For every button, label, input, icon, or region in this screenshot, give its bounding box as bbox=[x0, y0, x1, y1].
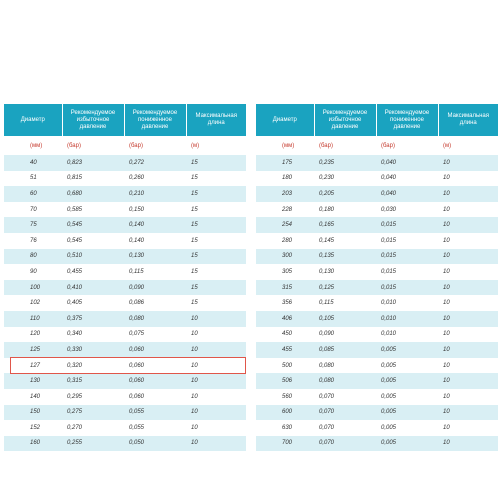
diameter-cell: 600 bbox=[256, 405, 314, 421]
unit-cell: (м) bbox=[186, 136, 246, 155]
table-row bbox=[256, 249, 498, 265]
max-length-cell: 10 bbox=[186, 358, 246, 374]
max-length-cell: 10 bbox=[438, 420, 498, 436]
table-row bbox=[4, 436, 246, 452]
underpressure-cell: 0,005 bbox=[376, 405, 438, 421]
table-row bbox=[256, 202, 498, 218]
underpressure-cell: 0,010 bbox=[376, 295, 438, 311]
table-row bbox=[4, 249, 246, 265]
max-length-cell: 10 bbox=[186, 373, 246, 389]
max-length-cell: 15 bbox=[186, 249, 246, 265]
diameter-cell: 500 bbox=[256, 358, 314, 374]
underpressure-cell: 0,005 bbox=[376, 420, 438, 436]
unit-cell: (бар) bbox=[314, 136, 376, 155]
max-length-cell: 10 bbox=[438, 389, 498, 405]
unit-cell: (м) bbox=[438, 136, 498, 155]
table-row bbox=[256, 264, 498, 280]
underpressure-cell: 0,130 bbox=[124, 249, 186, 265]
max-length-cell: 10 bbox=[438, 280, 498, 296]
max-length-cell: 10 bbox=[438, 311, 498, 327]
overpressure-cell: 0,105 bbox=[314, 311, 376, 327]
table-row bbox=[4, 264, 246, 280]
underpressure-cell: 0,005 bbox=[376, 373, 438, 389]
max-length-cell: 10 bbox=[186, 389, 246, 405]
unit-cell: (бар) bbox=[376, 136, 438, 155]
diameter-cell: 127 bbox=[4, 358, 62, 374]
table-row bbox=[4, 202, 246, 218]
units-row bbox=[256, 136, 498, 155]
table-row bbox=[256, 295, 498, 311]
max-length-cell: 10 bbox=[186, 405, 246, 421]
table-row bbox=[4, 389, 246, 405]
overpressure-cell: 0,070 bbox=[314, 389, 376, 405]
max-length-cell: 15 bbox=[186, 186, 246, 202]
diameter-cell: 356 bbox=[256, 295, 314, 311]
table-row bbox=[4, 280, 246, 296]
underpressure-cell: 0,060 bbox=[124, 342, 186, 358]
table-row bbox=[4, 233, 246, 249]
table-row bbox=[4, 311, 246, 327]
max-length-cell: 10 bbox=[438, 358, 498, 374]
underpressure-cell: 0,005 bbox=[376, 436, 438, 452]
overpressure-cell: 0,080 bbox=[314, 373, 376, 389]
overpressure-cell: 0,205 bbox=[314, 186, 376, 202]
table-row bbox=[4, 295, 246, 311]
max-length-cell: 10 bbox=[438, 186, 498, 202]
table-row bbox=[4, 186, 246, 202]
max-length-cell: 15 bbox=[186, 233, 246, 249]
max-length-cell: 10 bbox=[438, 342, 498, 358]
overpressure-cell: 0,275 bbox=[62, 405, 124, 421]
table-row bbox=[256, 171, 498, 187]
overpressure-cell: 0,295 bbox=[62, 389, 124, 405]
diameter-cell: 152 bbox=[4, 420, 62, 436]
header-overpressure: Рекомендуемое избыточное давление bbox=[62, 104, 124, 136]
header-max-length: Максимальная длина bbox=[438, 104, 498, 136]
underpressure-cell: 0,090 bbox=[124, 280, 186, 296]
diameter-cell: 140 bbox=[4, 389, 62, 405]
header-row bbox=[4, 104, 246, 136]
underpressure-cell: 0,015 bbox=[376, 217, 438, 233]
diameter-cell: 700 bbox=[256, 436, 314, 452]
underpressure-cell: 0,050 bbox=[124, 436, 186, 452]
table-right bbox=[256, 104, 498, 451]
overpressure-cell: 0,090 bbox=[314, 327, 376, 343]
diameter-cell: 100 bbox=[4, 280, 62, 296]
diameter-cell: 300 bbox=[256, 249, 314, 265]
diameter-cell: 120 bbox=[4, 327, 62, 343]
max-length-cell: 10 bbox=[186, 420, 246, 436]
diameter-cell: 175 bbox=[256, 155, 314, 171]
overpressure-cell: 0,070 bbox=[314, 420, 376, 436]
header-underpressure: Рекомендуемое пониженное давление bbox=[124, 104, 186, 136]
overpressure-cell: 0,125 bbox=[314, 280, 376, 296]
underpressure-cell: 0,055 bbox=[124, 405, 186, 421]
overpressure-cell: 0,320 bbox=[62, 358, 124, 374]
diameter-cell: 76 bbox=[4, 233, 62, 249]
overpressure-cell: 0,545 bbox=[62, 217, 124, 233]
overpressure-cell: 0,270 bbox=[62, 420, 124, 436]
diameter-cell: 90 bbox=[4, 264, 62, 280]
underpressure-cell: 0,075 bbox=[124, 327, 186, 343]
max-length-cell: 15 bbox=[186, 171, 246, 187]
underpressure-cell: 0,080 bbox=[124, 311, 186, 327]
underpressure-cell: 0,010 bbox=[376, 327, 438, 343]
unit-cell: (мм) bbox=[256, 136, 314, 155]
max-length-cell: 10 bbox=[438, 295, 498, 311]
table-row bbox=[4, 327, 246, 343]
diameter-cell: 560 bbox=[256, 389, 314, 405]
table-row bbox=[256, 342, 498, 358]
diameter-cell: 70 bbox=[4, 202, 62, 218]
underpressure-cell: 0,040 bbox=[376, 155, 438, 171]
header-max-length: Максимальная длина bbox=[186, 104, 246, 136]
diameter-cell: 630 bbox=[256, 420, 314, 436]
overpressure-cell: 0,115 bbox=[314, 295, 376, 311]
table-row bbox=[256, 420, 498, 436]
overpressure-cell: 0,180 bbox=[314, 202, 376, 218]
diameter-cell: 203 bbox=[256, 186, 314, 202]
diameter-cell: 450 bbox=[256, 327, 314, 343]
underpressure-cell: 0,005 bbox=[376, 342, 438, 358]
overpressure-cell: 0,410 bbox=[62, 280, 124, 296]
overpressure-cell: 0,315 bbox=[62, 373, 124, 389]
diameter-cell: 75 bbox=[4, 217, 62, 233]
underpressure-cell: 0,272 bbox=[124, 155, 186, 171]
underpressure-cell: 0,055 bbox=[124, 420, 186, 436]
diameter-cell: 110 bbox=[4, 311, 62, 327]
overpressure-cell: 0,375 bbox=[62, 311, 124, 327]
underpressure-cell: 0,015 bbox=[376, 249, 438, 265]
header-row bbox=[256, 104, 498, 136]
underpressure-cell: 0,060 bbox=[124, 389, 186, 405]
max-length-cell: 15 bbox=[186, 280, 246, 296]
table-row bbox=[256, 155, 498, 171]
max-length-cell: 10 bbox=[438, 373, 498, 389]
max-length-cell: 15 bbox=[186, 217, 246, 233]
underpressure-cell: 0,040 bbox=[376, 171, 438, 187]
diameter-cell: 130 bbox=[4, 373, 62, 389]
underpressure-cell: 0,140 bbox=[124, 217, 186, 233]
table-row bbox=[4, 217, 246, 233]
underpressure-cell: 0,015 bbox=[376, 264, 438, 280]
overpressure-cell: 0,230 bbox=[314, 171, 376, 187]
header-diameter: Диаметр bbox=[4, 104, 62, 136]
diameter-cell: 305 bbox=[256, 264, 314, 280]
overpressure-cell: 0,080 bbox=[314, 358, 376, 374]
underpressure-cell: 0,015 bbox=[376, 233, 438, 249]
unit-cell: (бар) bbox=[62, 136, 124, 155]
table-row bbox=[4, 405, 246, 421]
max-length-cell: 10 bbox=[438, 233, 498, 249]
diameter-cell: 506 bbox=[256, 373, 314, 389]
table-left bbox=[4, 104, 246, 451]
diameter-cell: 40 bbox=[4, 155, 62, 171]
overpressure-cell: 0,135 bbox=[314, 249, 376, 265]
unit-cell: (мм) bbox=[4, 136, 62, 155]
underpressure-cell: 0,140 bbox=[124, 233, 186, 249]
overpressure-cell: 0,145 bbox=[314, 233, 376, 249]
diameter-cell: 125 bbox=[4, 342, 62, 358]
table-row bbox=[256, 436, 498, 452]
overpressure-cell: 0,330 bbox=[62, 342, 124, 358]
overpressure-cell: 0,340 bbox=[62, 327, 124, 343]
table-row bbox=[256, 389, 498, 405]
overpressure-cell: 0,235 bbox=[314, 155, 376, 171]
diameter-cell: 228 bbox=[256, 202, 314, 218]
table-row bbox=[4, 358, 246, 374]
underpressure-cell: 0,010 bbox=[376, 311, 438, 327]
diameter-cell: 150 bbox=[4, 405, 62, 421]
diameter-cell: 406 bbox=[256, 311, 314, 327]
overpressure-cell: 0,680 bbox=[62, 186, 124, 202]
overpressure-cell: 0,815 bbox=[62, 171, 124, 187]
table-row bbox=[4, 342, 246, 358]
table-row bbox=[256, 405, 498, 421]
overpressure-cell: 0,070 bbox=[314, 405, 376, 421]
table-row bbox=[256, 233, 498, 249]
underpressure-cell: 0,210 bbox=[124, 186, 186, 202]
underpressure-cell: 0,060 bbox=[124, 373, 186, 389]
underpressure-cell: 0,060 bbox=[124, 358, 186, 374]
table-row bbox=[4, 155, 246, 171]
table-row bbox=[256, 186, 498, 202]
overpressure-cell: 0,070 bbox=[314, 436, 376, 452]
max-length-cell: 15 bbox=[186, 202, 246, 218]
max-length-cell: 10 bbox=[438, 249, 498, 265]
table-row bbox=[256, 327, 498, 343]
max-length-cell: 15 bbox=[186, 155, 246, 171]
diameter-cell: 160 bbox=[4, 436, 62, 452]
overpressure-cell: 0,510 bbox=[62, 249, 124, 265]
table-row bbox=[256, 311, 498, 327]
max-length-cell: 10 bbox=[186, 327, 246, 343]
max-length-cell: 10 bbox=[438, 217, 498, 233]
table-row bbox=[256, 280, 498, 296]
table-row bbox=[4, 373, 246, 389]
max-length-cell: 10 bbox=[438, 264, 498, 280]
underpressure-cell: 0,015 bbox=[376, 280, 438, 296]
max-length-cell: 10 bbox=[438, 405, 498, 421]
unit-cell: (бар) bbox=[124, 136, 186, 155]
underpressure-cell: 0,040 bbox=[376, 186, 438, 202]
underpressure-cell: 0,086 bbox=[124, 295, 186, 311]
header-diameter: Диаметр bbox=[256, 104, 314, 136]
overpressure-cell: 0,165 bbox=[314, 217, 376, 233]
max-length-cell: 10 bbox=[438, 436, 498, 452]
diameter-cell: 102 bbox=[4, 295, 62, 311]
diameter-cell: 51 bbox=[4, 171, 62, 187]
overpressure-cell: 0,585 bbox=[62, 202, 124, 218]
diameter-cell: 280 bbox=[256, 233, 314, 249]
max-length-cell: 10 bbox=[438, 155, 498, 171]
table-row bbox=[256, 373, 498, 389]
underpressure-cell: 0,115 bbox=[124, 264, 186, 280]
underpressure-cell: 0,030 bbox=[376, 202, 438, 218]
table-row bbox=[4, 171, 246, 187]
diameter-cell: 315 bbox=[256, 280, 314, 296]
table-row bbox=[256, 358, 498, 374]
table-row bbox=[256, 217, 498, 233]
max-length-cell: 10 bbox=[186, 436, 246, 452]
max-length-cell: 15 bbox=[186, 264, 246, 280]
max-length-cell: 10 bbox=[438, 327, 498, 343]
max-length-cell: 10 bbox=[438, 202, 498, 218]
units-row bbox=[4, 136, 246, 155]
overpressure-cell: 0,405 bbox=[62, 295, 124, 311]
table-row bbox=[4, 420, 246, 436]
header-underpressure: Рекомендуемое пониженное давление bbox=[376, 104, 438, 136]
diameter-cell: 180 bbox=[256, 171, 314, 187]
underpressure-cell: 0,150 bbox=[124, 202, 186, 218]
max-length-cell: 10 bbox=[438, 171, 498, 187]
overpressure-cell: 0,455 bbox=[62, 264, 124, 280]
underpressure-cell: 0,005 bbox=[376, 358, 438, 374]
max-length-cell: 10 bbox=[186, 342, 246, 358]
overpressure-cell: 0,255 bbox=[62, 436, 124, 452]
overpressure-cell: 0,130 bbox=[314, 264, 376, 280]
underpressure-cell: 0,260 bbox=[124, 171, 186, 187]
diameter-cell: 80 bbox=[4, 249, 62, 265]
overpressure-cell: 0,085 bbox=[314, 342, 376, 358]
max-length-cell: 15 bbox=[186, 295, 246, 311]
diameter-cell: 254 bbox=[256, 217, 314, 233]
max-length-cell: 10 bbox=[186, 311, 246, 327]
underpressure-cell: 0,005 bbox=[376, 389, 438, 405]
header-overpressure: Рекомендуемое избыточное давление bbox=[314, 104, 376, 136]
diameter-cell: 455 bbox=[256, 342, 314, 358]
overpressure-cell: 0,545 bbox=[62, 233, 124, 249]
overpressure-cell: 0,823 bbox=[62, 155, 124, 171]
diameter-cell: 60 bbox=[4, 186, 62, 202]
